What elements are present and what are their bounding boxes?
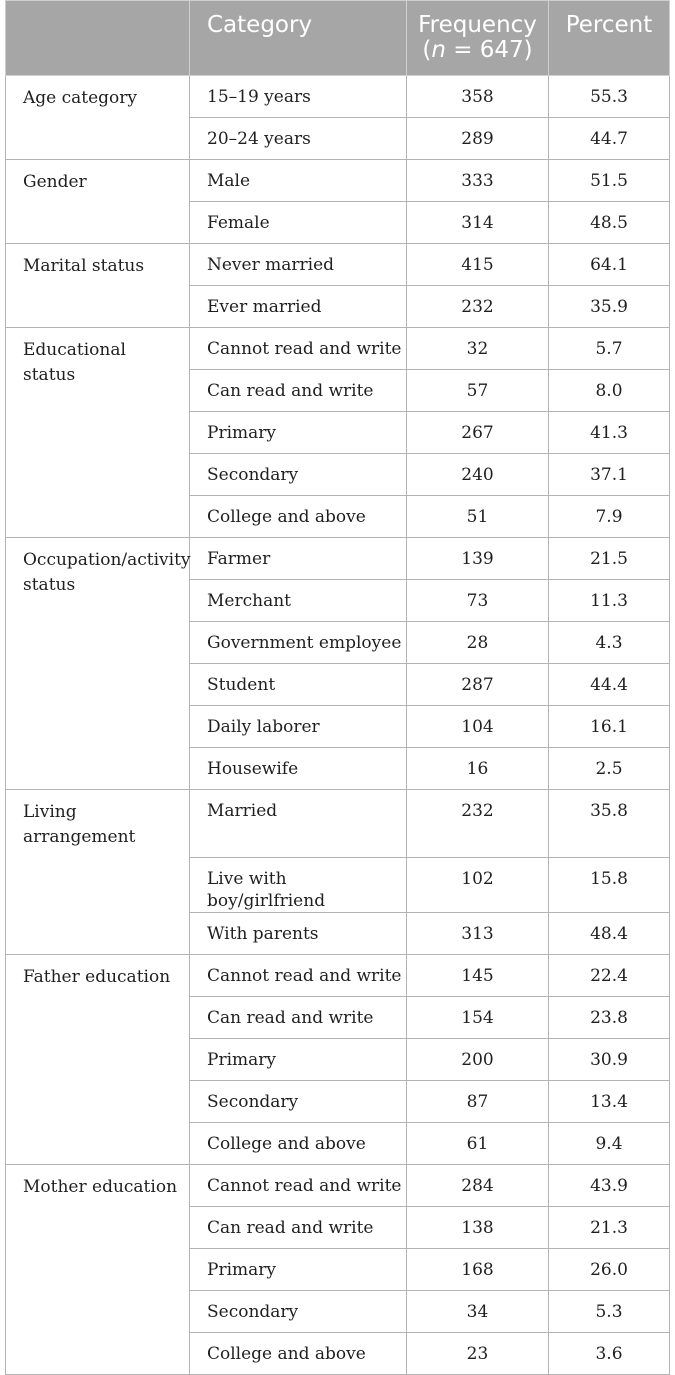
percent-cell: 5.7 <box>549 328 670 370</box>
frequency-cell: 16 <box>407 748 549 790</box>
header-category: Category <box>190 1 407 76</box>
category-cell: Farmer <box>190 538 407 580</box>
category-cell: Ever married <box>190 286 407 328</box>
category-cell: Can read and write <box>190 1207 407 1249</box>
header-frequency <box>407 1 549 76</box>
frequency-cell: 358 <box>407 76 549 118</box>
frequency-cell: 240 <box>407 454 549 496</box>
header-percent: Percent <box>549 1 670 76</box>
percent-cell: 5.3 <box>549 1291 670 1333</box>
percent-cell: 44.7 <box>549 118 670 160</box>
frequency-cell: 57 <box>407 370 549 412</box>
frequency-cell: 314 <box>407 202 549 244</box>
percent-cell: 2.5 <box>549 748 670 790</box>
category-cell: Cannot read and write <box>190 1165 407 1207</box>
percent-cell: 26.0 <box>549 1249 670 1291</box>
category-cell: Secondary <box>190 454 407 496</box>
category-cell: College and above <box>190 1333 407 1375</box>
percent-cell: 9.4 <box>549 1123 670 1165</box>
table-header <box>6 1 670 76</box>
variable-label: Marital status <box>6 244 190 328</box>
category-cell: Primary <box>190 1039 407 1081</box>
table-row <box>6 955 670 997</box>
frequency-cell: 34 <box>407 1291 549 1333</box>
frequency-cell: 32 <box>407 328 549 370</box>
frequency-cell: 145 <box>407 955 549 997</box>
category-cell: Secondary <box>190 1291 407 1333</box>
table-row <box>6 790 670 858</box>
percent-cell: 48.4 <box>549 913 670 955</box>
frequency-cell: 232 <box>407 286 549 328</box>
frequency-cell: 313 <box>407 913 549 955</box>
variable-label: Educational status <box>6 328 190 538</box>
header-variable <box>6 1 190 76</box>
category-cell: Never married <box>190 244 407 286</box>
frequency-cell: 73 <box>407 580 549 622</box>
percent-cell: 3.6 <box>549 1333 670 1375</box>
category-cell: College and above <box>190 496 407 538</box>
frequency-cell: 415 <box>407 244 549 286</box>
table-body <box>6 76 670 1375</box>
percent-cell: 55.3 <box>549 76 670 118</box>
variable-label: Age category <box>6 76 190 160</box>
category-cell: Student <box>190 664 407 706</box>
category-cell: Primary <box>190 412 407 454</box>
percent-cell: 35.8 <box>549 790 670 858</box>
variable-label: Gender <box>6 160 190 244</box>
header-frequency-open: ( <box>422 37 432 63</box>
table-row <box>6 1165 670 1207</box>
category-cell: Primary <box>190 1249 407 1291</box>
category-cell: College and above <box>190 1123 407 1165</box>
frequency-cell: 139 <box>407 538 549 580</box>
frequency-cell: 200 <box>407 1039 549 1081</box>
table-row <box>6 538 670 580</box>
percent-cell: 37.1 <box>549 454 670 496</box>
frequency-cell: 284 <box>407 1165 549 1207</box>
demographics-table <box>5 0 670 1375</box>
category-cell: Cannot read and write <box>190 328 407 370</box>
category-cell: Secondary <box>190 1081 407 1123</box>
percent-cell: 15.8 <box>549 858 670 913</box>
variable-label: Occupation/activity status <box>6 538 190 790</box>
table-row <box>6 244 670 286</box>
percent-cell: 64.1 <box>549 244 670 286</box>
frequency-cell: 61 <box>407 1123 549 1165</box>
percent-cell: 7.9 <box>549 496 670 538</box>
frequency-cell: 287 <box>407 664 549 706</box>
header-frequency-n: n <box>431 37 446 63</box>
frequency-cell: 154 <box>407 997 549 1039</box>
percent-cell: 21.3 <box>549 1207 670 1249</box>
table-row <box>6 328 670 370</box>
frequency-cell: 168 <box>407 1249 549 1291</box>
category-cell: Can read and write <box>190 370 407 412</box>
category-cell: Merchant <box>190 580 407 622</box>
category-cell: Cannot read and write <box>190 955 407 997</box>
percent-cell: 23.8 <box>549 997 670 1039</box>
frequency-cell: 23 <box>407 1333 549 1375</box>
category-cell: 15–19 years <box>190 76 407 118</box>
percent-cell: 8.0 <box>549 370 670 412</box>
frequency-cell: 87 <box>407 1081 549 1123</box>
frequency-cell: 267 <box>407 412 549 454</box>
percent-cell: 43.9 <box>549 1165 670 1207</box>
category-cell: Daily laborer <box>190 706 407 748</box>
percent-cell: 44.4 <box>549 664 670 706</box>
percent-cell: 51.5 <box>549 160 670 202</box>
frequency-cell: 102 <box>407 858 549 913</box>
percent-cell: 16.1 <box>549 706 670 748</box>
category-cell: Male <box>190 160 407 202</box>
percent-cell: 48.5 <box>549 202 670 244</box>
header-frequency-rest: = 647) <box>445 37 533 63</box>
table-row <box>6 160 670 202</box>
category-cell: Female <box>190 202 407 244</box>
percent-cell: 11.3 <box>549 580 670 622</box>
variable-label: Living arrangement <box>6 790 190 955</box>
category-cell: Housewife <box>190 748 407 790</box>
frequency-cell: 232 <box>407 790 549 858</box>
category-cell: Government employee <box>190 622 407 664</box>
table-row <box>6 76 670 118</box>
percent-cell: 22.4 <box>549 955 670 997</box>
variable-label: Mother education <box>6 1165 190 1375</box>
header-frequency-line1: Frequency <box>418 12 537 38</box>
frequency-cell: 51 <box>407 496 549 538</box>
frequency-cell: 333 <box>407 160 549 202</box>
category-cell: Can read and write <box>190 997 407 1039</box>
variable-label: Father education <box>6 955 190 1165</box>
percent-cell: 41.3 <box>549 412 670 454</box>
header-row <box>6 1 670 76</box>
category-cell: Married <box>190 790 407 858</box>
frequency-cell: 28 <box>407 622 549 664</box>
percent-cell: 21.5 <box>549 538 670 580</box>
frequency-cell: 104 <box>407 706 549 748</box>
category-cell: Live with boy/girlfriend <box>190 858 407 913</box>
frequency-cell: 289 <box>407 118 549 160</box>
percent-cell: 13.4 <box>549 1081 670 1123</box>
percent-cell: 35.9 <box>549 286 670 328</box>
category-cell: 20–24 years <box>190 118 407 160</box>
percent-cell: 4.3 <box>549 622 670 664</box>
frequency-cell: 138 <box>407 1207 549 1249</box>
category-cell: With parents <box>190 913 407 955</box>
percent-cell: 30.9 <box>549 1039 670 1081</box>
